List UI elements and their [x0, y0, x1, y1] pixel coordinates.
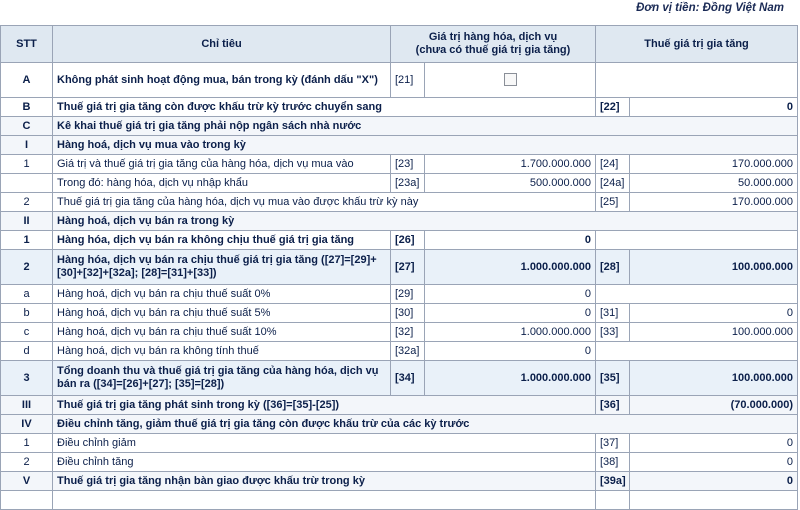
header-thue: Thuế giá trị gia tăng [596, 26, 798, 63]
row-label: Hàng hóa, dịch vụ bán ra không chịu thuế giá trị gia tăng [53, 231, 391, 250]
row-stt: 3 [1, 361, 53, 396]
empty-cell [596, 63, 798, 98]
row-stt: 1 [1, 434, 53, 453]
row-label: Thuế giá trị gia tăng nhận bàn giao được khấu trừ trong kỳ [53, 472, 596, 491]
row-value-goods: 0 [425, 231, 596, 250]
header-chi-tieu: Chỉ tiêu [53, 26, 391, 63]
row-label: Trong đó: hàng hóa, dịch vụ nhập khẩu [53, 174, 391, 193]
row-value-goods: 1.700.000.000 [425, 155, 596, 174]
row-label: Thuế giá trị gia tăng của hàng hóa, dịch vụ mua vào được khấu trừ kỳ này [53, 193, 596, 212]
row-value-goods: 0 [425, 304, 596, 323]
row-taxable-sales [1, 250, 798, 285]
row-stt: C [1, 117, 53, 136]
row-label: Điều chỉnh tăng [53, 453, 596, 472]
row-label: Hàng hoá, dịch vụ bán ra chịu thuế suất 5% [53, 304, 391, 323]
row-stt: III [1, 396, 53, 415]
no-activity-checkbox-cell [425, 63, 596, 98]
row-value-goods: 500.000.000 [425, 174, 596, 193]
row-value-tax: 100.000.000 [630, 323, 798, 342]
row-deductible [1, 193, 798, 212]
row-code-goods: [29] [391, 285, 425, 304]
row-value-goods: 1.000.000.000 [425, 361, 596, 396]
row-adjust-increase [1, 453, 798, 472]
row-code-goods: [26] [391, 231, 425, 250]
row-value: 0 [630, 434, 798, 453]
row-value [630, 491, 798, 510]
row-stt: a [1, 285, 53, 304]
row-label: Hàng hoá, dịch vụ bán ra không tính thuế [53, 342, 391, 361]
row-stt: V [1, 472, 53, 491]
row-label: Giá trị và thuế giá trị gia tăng của hàng hóa, dịch vụ mua vào [53, 155, 391, 174]
row-stt: 1 [1, 155, 53, 174]
section-title: Hàng hoá, dịch vụ bán ra trong kỳ [53, 212, 798, 231]
row-code [596, 491, 630, 510]
row-v [1, 472, 798, 491]
row-code-goods: [34] [391, 361, 425, 396]
header-stt: STT [1, 26, 53, 63]
row-imports [1, 174, 798, 193]
header-gia-tri-line2: (chưa có thuế giá trị gia tăng) [415, 44, 571, 56]
row-non-taxable-sales [1, 231, 798, 250]
row-label [53, 491, 596, 510]
row-stt: b [1, 304, 53, 323]
row-label: Tổng doanh thu và thuế giá trị gia tăng của hàng hóa, dịch vụ bán ra ([34]=[26]+[27]; [35]=[28]) [53, 361, 391, 396]
row-value: 0 [630, 453, 798, 472]
row-code-tax: [33] [596, 323, 630, 342]
row-code-goods: [23a] [391, 174, 425, 193]
row-stt [1, 491, 53, 510]
row-ii [1, 212, 798, 231]
row-stt: 2 [1, 453, 53, 472]
row-stt: 2 [1, 193, 53, 212]
row-label: Hàng hoá, dịch vụ bán ra chịu thuế suất 10% [53, 323, 391, 342]
row-code-tax: [35] [596, 361, 630, 396]
row-code: [36] [596, 396, 630, 415]
row-total-sales [1, 361, 798, 396]
row-stt: IV [1, 415, 53, 434]
section-title: Hàng hoá, dịch vụ mua vào trong kỳ [53, 136, 798, 155]
row-stt: I [1, 136, 53, 155]
section-title: Điều chỉnh tăng, giảm thuế giá trị gia tăng còn được khấu trừ của các kỳ trước [53, 415, 798, 434]
row-stt [1, 174, 53, 193]
row-i [1, 136, 798, 155]
empty-cell [596, 231, 798, 250]
row-code-goods: [30] [391, 304, 425, 323]
row-rate-0 [1, 285, 798, 304]
row-value-goods: 0 [425, 285, 596, 304]
row-value-goods: 0 [425, 342, 596, 361]
row-code-tax: [31] [596, 304, 630, 323]
row-code-tax: [24] [596, 155, 630, 174]
row-stt: d [1, 342, 53, 361]
row-code: [22] [596, 98, 630, 117]
row-value-tax: 170.000.000 [630, 155, 798, 174]
row-value: 170.000.000 [630, 193, 798, 212]
row-code-goods: [32a] [391, 342, 425, 361]
row-code-tax: [24a] [596, 174, 630, 193]
row-iii [1, 396, 798, 415]
row-value: (70.000.000) [630, 396, 798, 415]
row-stt: c [1, 323, 53, 342]
row-value-tax: 100.000.000 [630, 250, 798, 285]
row-label: Thuế giá trị gia tăng còn được khấu trừ kỳ trước chuyển sang [53, 98, 596, 117]
row-iv [1, 415, 798, 434]
row-stt: 1 [1, 231, 53, 250]
row-label: Hàng hoá, dịch vụ bán ra chịu thuế suất 0% [53, 285, 391, 304]
row-non-calculated [1, 342, 798, 361]
row-code-goods: [23] [391, 155, 425, 174]
row-code-goods: [32] [391, 323, 425, 342]
row-rate-5 [1, 304, 798, 323]
empty-cell [596, 285, 798, 304]
row-stt: II [1, 212, 53, 231]
row-value-tax: 50.000.000 [630, 174, 798, 193]
row-value-tax: 100.000.000 [630, 361, 798, 396]
empty-cell [596, 342, 798, 361]
row-adjust-decrease [1, 434, 798, 453]
header-gia-tri [391, 26, 596, 63]
row-value: 0 [630, 98, 798, 117]
row-label: Điều chỉnh giảm [53, 434, 596, 453]
row-value: 0 [630, 472, 798, 491]
row-b [1, 98, 798, 117]
row-label: Hàng hóa, dịch vụ bán ra chịu thuế giá trị gia tăng ([27]=[29]+[30]+[32]+[32a]; [28]=[31]+[33]) [53, 250, 391, 285]
vat-declaration-table [0, 25, 798, 510]
row-code: [25] [596, 193, 630, 212]
row-stt: B [1, 98, 53, 117]
row-a [1, 63, 798, 98]
row-stt: A [1, 63, 53, 98]
row-code-tax: [28] [596, 250, 630, 285]
row-label: Không phát sinh hoạt động mua, bán trong kỳ (đánh dấu "X") [53, 63, 391, 98]
no-activity-checkbox[interactable] [504, 73, 517, 86]
row-label: Thuế giá trị gia tăng phát sinh trong kỳ ([36]=[35]-[25]) [53, 396, 596, 415]
row-value-goods: 1.000.000.000 [425, 250, 596, 285]
row-rate-10 [1, 323, 798, 342]
table-header-row [1, 26, 798, 63]
row-code: [39a] [596, 472, 630, 491]
row-value-goods: 1.000.000.000 [425, 323, 596, 342]
row-value-tax: 0 [630, 304, 798, 323]
row-code: [38] [596, 453, 630, 472]
row-code: [21] [391, 63, 425, 98]
row-purchases [1, 155, 798, 174]
table-row [1, 491, 798, 510]
currency-note: Đơn vị tiền: Đồng Việt Nam [636, 2, 784, 14]
row-c [1, 117, 798, 136]
row-code-goods: [27] [391, 250, 425, 285]
header-gia-tri-line1: Giá trị hàng hóa, dịch vụ [428, 31, 558, 43]
row-code: [37] [596, 434, 630, 453]
section-title: Kê khai thuế giá trị gia tăng phải nộp ngân sách nhà nước [53, 117, 798, 136]
row-stt: 2 [1, 250, 53, 285]
